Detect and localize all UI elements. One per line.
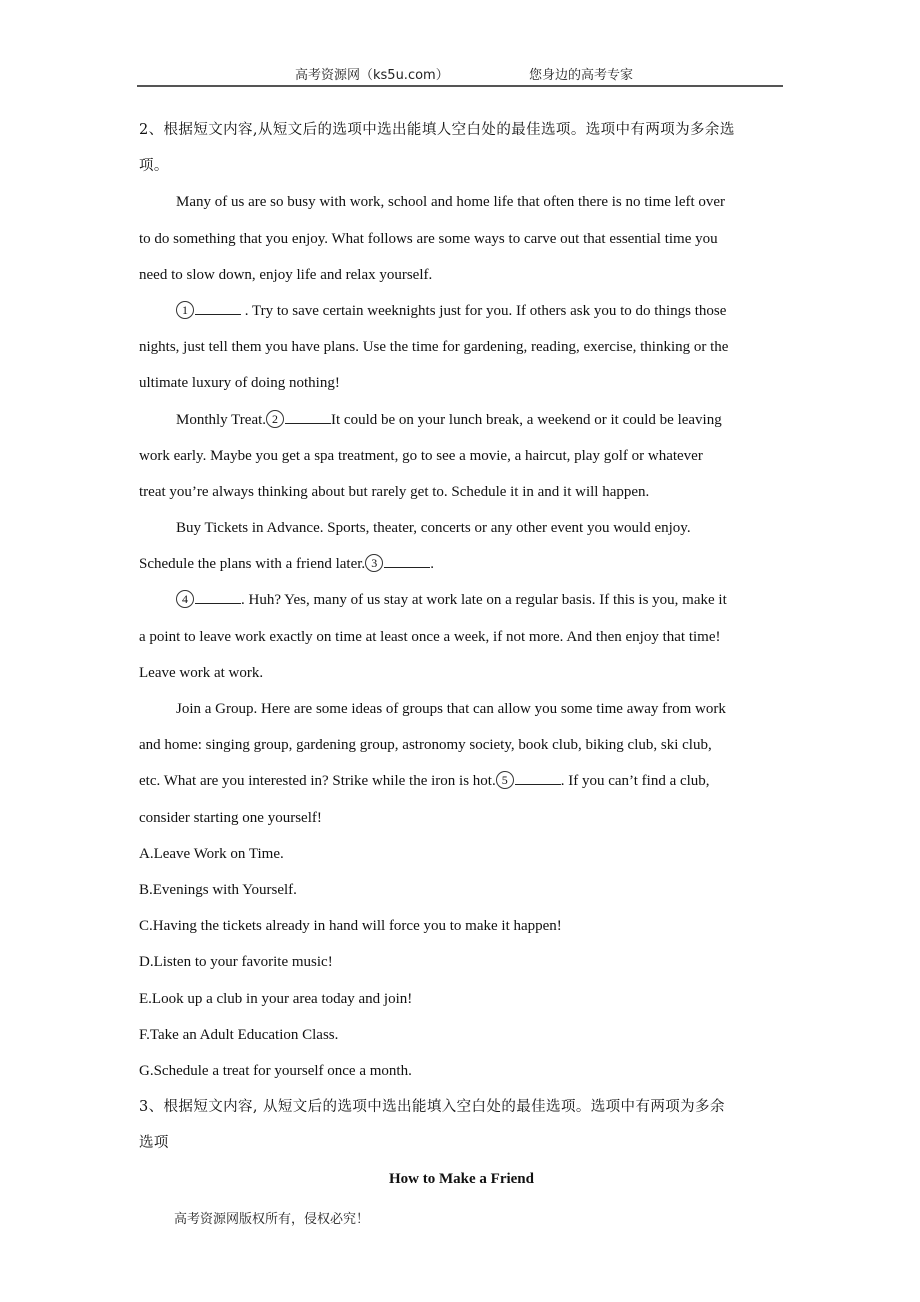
option-d: D.Listen to your favorite music! bbox=[139, 954, 333, 971]
q2-para6-line2: and home: singing group, gardening group, astronomy society, book club, biking club, ski club, bbox=[139, 737, 712, 754]
q2-para3-line1 bbox=[139, 402, 784, 438]
page-footer: 高考资源网版权所有，侵权必究！ bbox=[174, 1212, 370, 1227]
q2-para2-line2: nights, just tell them you have plans. Use the time for gardening, reading, exercise, thinking or the bbox=[139, 339, 729, 356]
option-a: A.Leave Work on Time. bbox=[139, 845, 284, 862]
header-slogan: 您身边的高考专家 bbox=[529, 68, 634, 83]
blank-3 bbox=[384, 555, 430, 568]
option-c: C.Having the tickets already in hand will force you to make it happen! bbox=[139, 918, 562, 935]
q2-para1-line3: need to slow down, enjoy life and relax yourself. bbox=[139, 266, 433, 283]
option-f: F.Take an Adult Education Class. bbox=[139, 1026, 339, 1043]
q2-para3-heading: Monthly Treat. bbox=[176, 411, 267, 428]
option-g: G.Schedule a treat for yourself once a month. bbox=[139, 1062, 412, 1079]
q2-para2-line1 bbox=[139, 293, 784, 329]
q2-para5-text: . Huh? Yes, many of us stay at work late on a regular basis. If this is you, make it bbox=[241, 592, 727, 609]
header-site-name: 高考资源网（ks5u.com） bbox=[295, 68, 449, 83]
q2-para6-text: etc. What are you interested in? Strike while the iron is hot. bbox=[139, 773, 496, 790]
option-e: E.Look up a club in your area today and join! bbox=[139, 990, 413, 1007]
q2-para4-line1: Buy Tickets in Advance. Sports, theater, concerts or any other event you would enjoy. bbox=[176, 520, 691, 537]
q2-para2-line3: ultimate luxury of doing nothing! bbox=[139, 375, 340, 392]
q2-para4-line2 bbox=[139, 546, 784, 582]
q2-para3-line2: work early. Maybe you get a spa treatment, go to see a movie, a haircut, play golf or whatever bbox=[139, 447, 703, 464]
q2-para4-text: Schedule the plans with a friend later. bbox=[139, 556, 366, 573]
q2-para3-line3: treat you’re always thinking about but rarely get to. Schedule it in and it will happen. bbox=[139, 483, 650, 500]
blank-marker-5: 5 bbox=[496, 771, 514, 789]
q2-para5-line2: a point to leave work exactly on time at least once a week, if not more. And then enjoy that time! bbox=[139, 628, 721, 645]
q2-para1-line1: Many of us are so busy with work, school and home life that often there is no time left over bbox=[176, 194, 726, 211]
blank-2 bbox=[285, 411, 331, 424]
q3-instruction-line2: 选项 bbox=[139, 1135, 169, 1152]
blank-marker-1: 1 bbox=[176, 301, 194, 319]
blank-5 bbox=[515, 772, 561, 785]
blank-1 bbox=[195, 302, 241, 315]
header-divider bbox=[137, 85, 783, 87]
q2-para6-end: . If you can’t find a club, bbox=[560, 773, 710, 790]
q2-instruction-line2: 项。 bbox=[139, 158, 169, 175]
q2-para6-line4: consider starting one yourself! bbox=[139, 809, 322, 826]
q2-para6-line1: Join a Group. Here are some ideas of groups that can allow you some time away from work bbox=[176, 701, 726, 717]
q2-para4-end: . bbox=[430, 556, 434, 573]
document-body bbox=[139, 112, 784, 1198]
q2-para1-line2: to do something that you enjoy. What follows are some ways to carve out that essential time you bbox=[139, 230, 718, 247]
q3-instruction-line1: 3、根据短文内容, 从短文后的选项中选出能填入空白处的最佳选项。选项中有两项为多余 bbox=[139, 1099, 725, 1116]
q2-para5-line3: Leave work at work. bbox=[139, 664, 264, 681]
q2-para6-line3 bbox=[139, 763, 784, 799]
q2-para3-text: It could be on your lunch break, a weekend or it could be leaving bbox=[331, 411, 722, 428]
q2-para2-text: . Try to save certain weeknights just for you. If others ask you to do things those bbox=[241, 302, 727, 319]
blank-marker-3: 3 bbox=[365, 554, 383, 572]
q2-instruction-line1: 2、根据短文内容,从短文后的选项中选出能填人空白处的最佳选项。选项中有两项为多余选 bbox=[139, 122, 735, 138]
q2-para5-line1 bbox=[139, 582, 784, 618]
blank-marker-4: 4 bbox=[176, 590, 194, 608]
option-b: B.Evenings with Yourself. bbox=[139, 881, 297, 898]
q3-passage-title: How to Make a Friend bbox=[389, 1171, 534, 1188]
blank-4 bbox=[195, 591, 241, 604]
blank-marker-2: 2 bbox=[266, 410, 284, 428]
page-header bbox=[137, 64, 783, 86]
